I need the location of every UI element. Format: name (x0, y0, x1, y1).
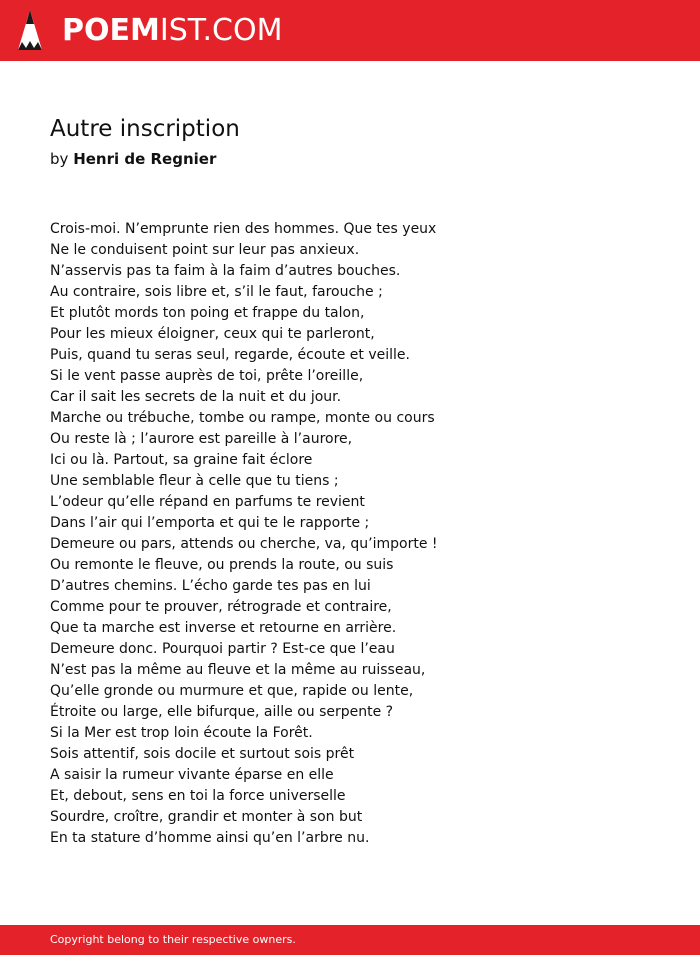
poem-line: Sois attentif, sois docile et surtout sois prêt (50, 746, 355, 762)
poem-body (50, 219, 650, 849)
poem-line: Sourdre, croître, grandir et monter à son but (50, 809, 363, 825)
poem-line: Dans l’air qui l’emporta et qui te le rapporte ; (50, 515, 370, 531)
poem-line: Ici ou là. Partout, sa graine fait éclore (50, 452, 313, 468)
poem-line: Si le vent passe auprès de toi, prête l’oreille, (50, 368, 364, 384)
brand-bold: POEM (62, 13, 160, 48)
poem-line: Demeure ou pars, attends ou cherche, va, qu’importe ! (50, 536, 438, 552)
poem-line: A saisir la rumeur vivante éparse en elle (50, 767, 334, 783)
poem-line: D’autres chemins. L’écho garde tes pas en lui (50, 578, 371, 594)
brand-light: IST.COM (159, 13, 283, 48)
poem-line: Une semblable fleur à celle que tu tiens ; (50, 473, 339, 489)
poem-line: Que ta marche est inverse et retourne en arrière. (50, 620, 397, 636)
poem-line: Ne le conduisent point sur leur pas anxieux. (50, 242, 360, 258)
poem-title: Autre inscription (50, 116, 240, 142)
poem-line: Marche ou trébuche, tombe ou rampe, monte ou cours (50, 410, 435, 426)
poem-line: En ta stature d’homme ainsi qu’en l’arbre nu. (50, 830, 370, 846)
poem-line: Et, debout, sens en toi la force universelle (50, 788, 346, 804)
pencil-tip-icon[interactable] (18, 10, 42, 52)
poem-line: L’odeur qu’elle répand en parfums te revient (50, 494, 365, 510)
site-logo-text[interactable] (62, 13, 282, 49)
poem-line: Puis, quand tu seras seul, regarde, écoute et veille. (50, 347, 410, 363)
header-bar (0, 0, 700, 61)
poem-line: Demeure donc. Pourquoi partir ? Est-ce que l’eau (50, 641, 395, 657)
poem-line: Étroite ou large, elle bifurque, aille ou serpente ? (50, 704, 394, 720)
by-label: by (50, 150, 69, 168)
author-name: Henri de Regnier (73, 150, 217, 168)
poem-line: Ou reste là ; l’aurore est pareille à l’aurore, (50, 431, 353, 447)
footer-bar (0, 925, 700, 955)
poem-line: Au contraire, sois libre et, s’il le faut, farouche ; (50, 284, 383, 300)
poem-line: N’est pas la même au fleuve et la même au ruisseau, (50, 662, 426, 678)
poem-line: Si la Mer est trop loin écoute la Forêt. (50, 725, 313, 741)
poem-line: Pour les mieux éloigner, ceux qui te parleront, (50, 326, 375, 342)
copyright-text: Copyright belong to their respective owners. (50, 933, 296, 946)
poem-line: Comme pour te prouver, rétrograde et contraire, (50, 599, 392, 615)
poem-line: N’asservis pas ta faim à la faim d’autres bouches. (50, 263, 401, 279)
poem-line: Crois-moi. N’emprunte rien des hommes. Que tes yeux (50, 221, 437, 237)
poem-line: Car il sait les secrets de la nuit et du jour. (50, 389, 342, 405)
poem-line: Qu’elle gronde ou murmure et que, rapide ou lente, (50, 683, 414, 699)
poem-line: Ou remonte le fleuve, ou prends la route, ou suis (50, 557, 394, 573)
byline (50, 150, 216, 168)
poem-line: Et plutôt mords ton poing et frappe du talon, (50, 305, 365, 321)
